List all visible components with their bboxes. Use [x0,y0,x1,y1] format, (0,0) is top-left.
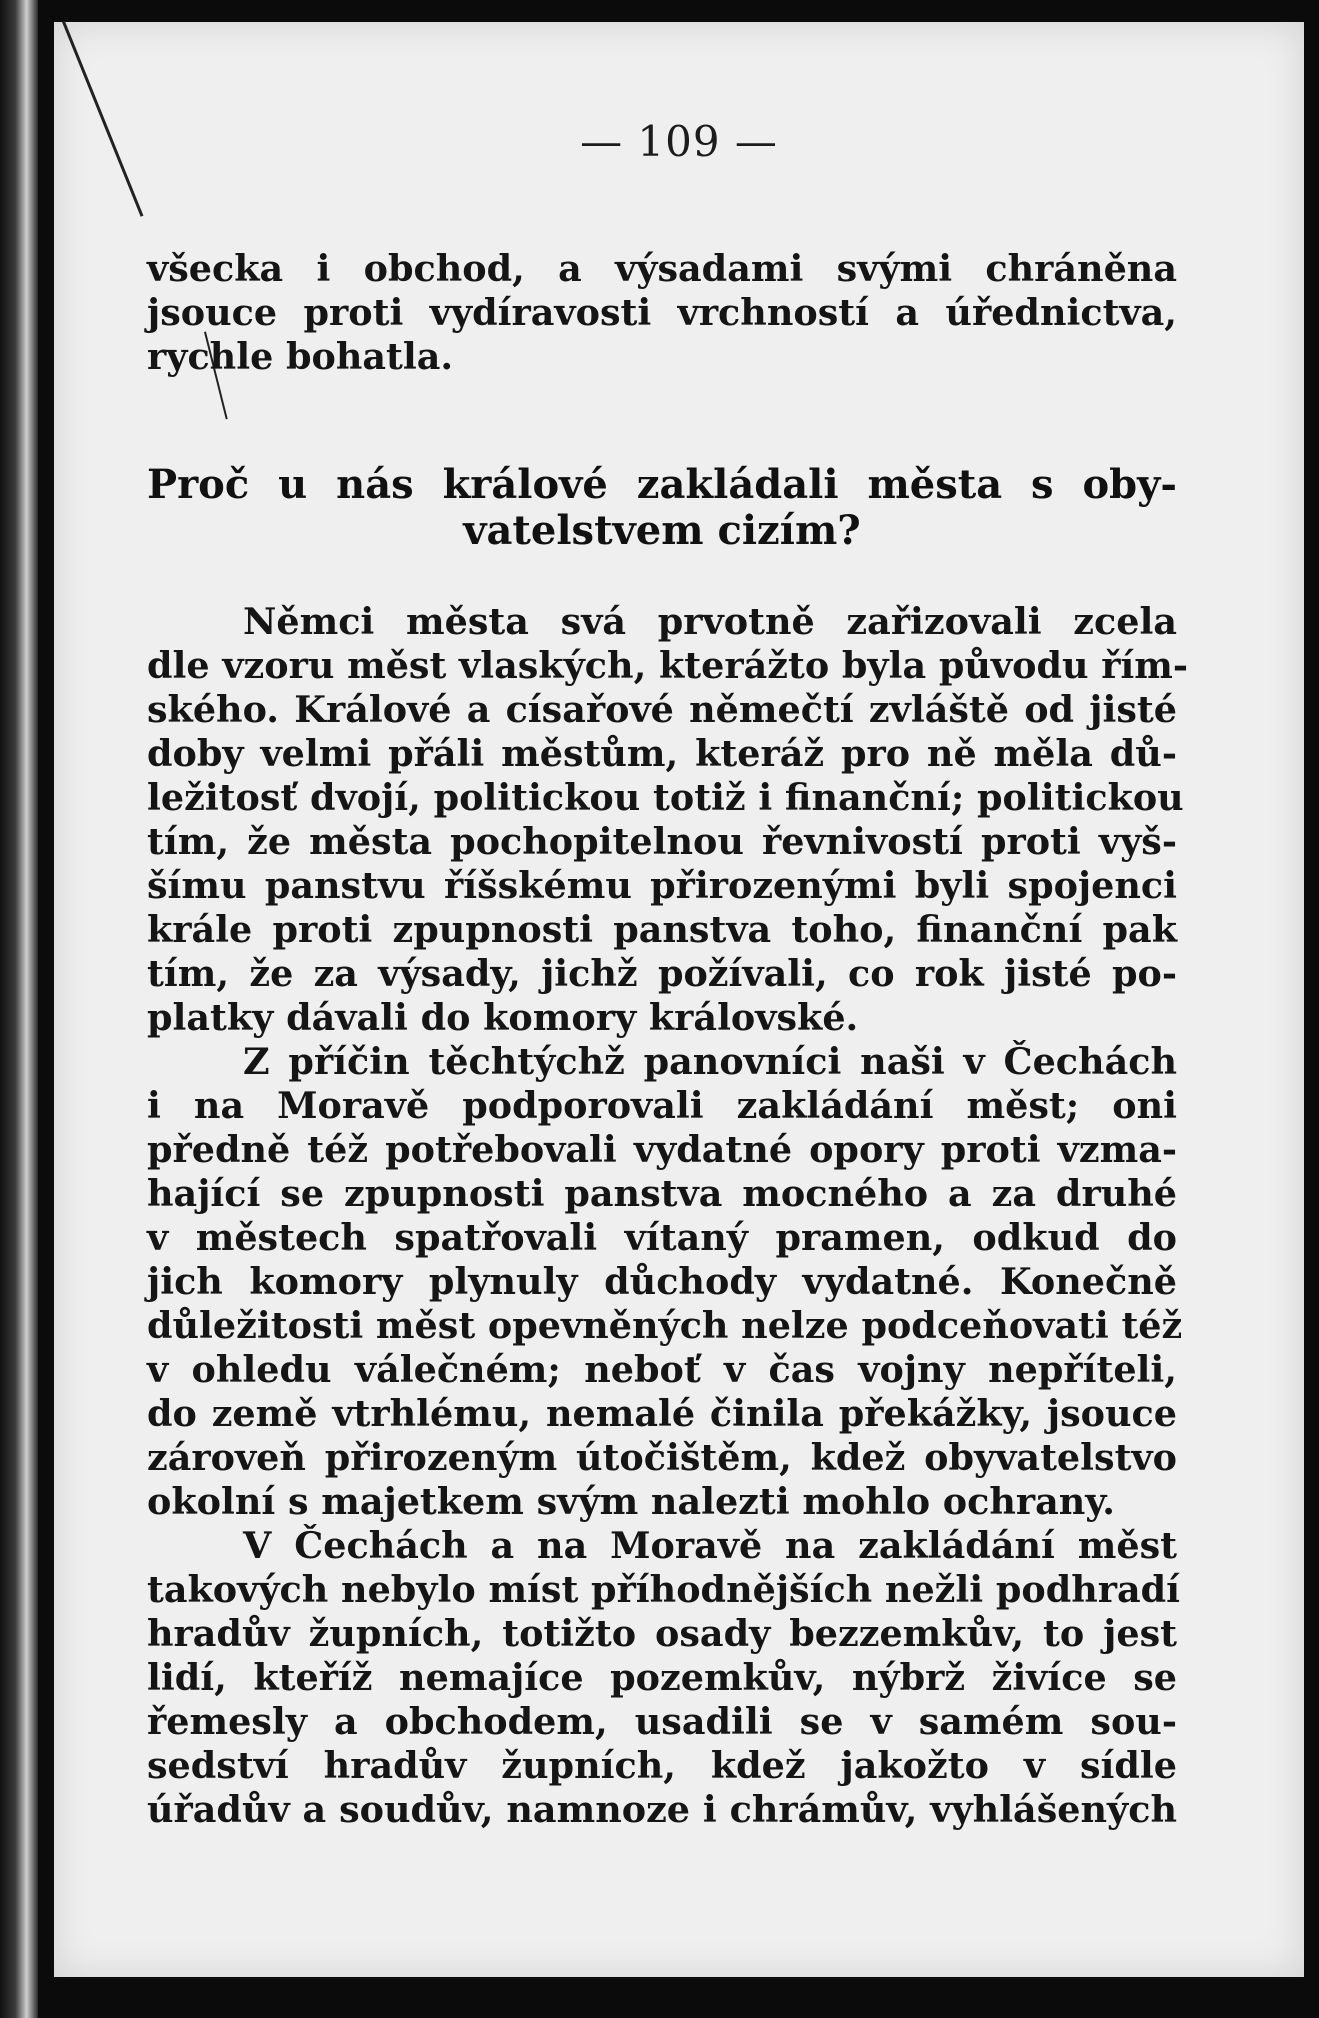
text-line: Z příčin těchtýchž panovníci naši v Čechách [243,1040,1177,1083]
text-line: i na Moravě podporovali zakládání měst; oni [147,1084,1177,1127]
text-line: tím, že města pochopitelnou řevnivostí proti vyš- [147,820,1177,863]
top-paragraph [147,247,1177,379]
text-line: sedství hradův župních, kdež jakožto v sídle [147,1744,1177,1787]
text-line: úřadův a soudův, namnoze i chrámův, vyhlášených [147,1788,1177,1831]
heading-line: Proč u nás králové zakládali města s oby- [147,461,1177,508]
text-line: ského. Králové a císařové němečtí zvláště od jisté [147,688,1177,731]
text-line: takových nebylo míst příhodnějších nežli podhradí [147,1568,1181,1611]
heading-line: vatelstvem cizím? [463,507,861,554]
page-number: — 109 — [580,117,778,166]
text-line: v městech spatřovali vítaný pramen, odkud do [147,1216,1177,1259]
text-line: platky dávali do komory královské. [147,996,859,1039]
text-line: dle vzoru měst vlaských, kterážto byla původu řím- [147,644,1189,687]
text-line: řemesly a obchodem, usadili se v samém sou- [147,1700,1177,1743]
text-line: v ohledu válečném; neboť v čas vojny nepříteli, [147,1348,1177,1391]
text-line: jsouce proti vydíravosti vrchností a úřednictva, [147,291,1177,334]
text-line: šímu panstvu říšskému přirozenými byli spojenci [147,864,1177,907]
text-line: důležitosti měst opevněných nelze podceňovati též [147,1304,1183,1347]
text-line: okolní s majetkem svým nalezti mohlo ochrany. [147,1480,1116,1523]
text-line: V Čechách a na Moravě na zakládání měst [243,1524,1177,1567]
text-line: Němci města svá prvotně zařizovali zcela [243,600,1177,643]
text-line: do země vtrhlému, nemalé činila překážky, jsouce [147,1392,1177,1435]
book-page [54,22,1304,1977]
text-line: zároveň přirozeným útočištěm, kdež obyvatelstvo [147,1436,1177,1479]
text-line: všecka i obchod, a výsadami svými chráněna [147,247,1177,290]
section-heading [147,462,1177,554]
text-line: doby velmi přáli městům, kteráž pro ně měla dů- [147,732,1177,775]
text-line: hradův župních, totižto osady bezzemkův, to jest [147,1612,1177,1655]
text-line: ležitosť dvojí, politickou totiž i finanční; politickou [147,776,1184,819]
text-line: rychle bohatla. [147,335,454,378]
text-line: předně též potřebovali vydatné opory proti vzma- [147,1128,1177,1171]
text-line: hající se zpupnosti panstva mocného a za druhé [147,1172,1177,1215]
body-text [147,600,1189,1832]
text-line: tím, že za výsady, jichž požívali, co rok jisté po- [147,952,1177,995]
text-line: jich komory plynuly důchody vydatné. Konečně [147,1260,1177,1303]
text-line: lidí, kteříž nemajíce pozemkův, nýbrž živíce se [147,1656,1177,1699]
adjacent-page-edge [0,0,38,2018]
text-line: krále proti zpupnosti panstva toho, finanční pak [147,908,1177,951]
